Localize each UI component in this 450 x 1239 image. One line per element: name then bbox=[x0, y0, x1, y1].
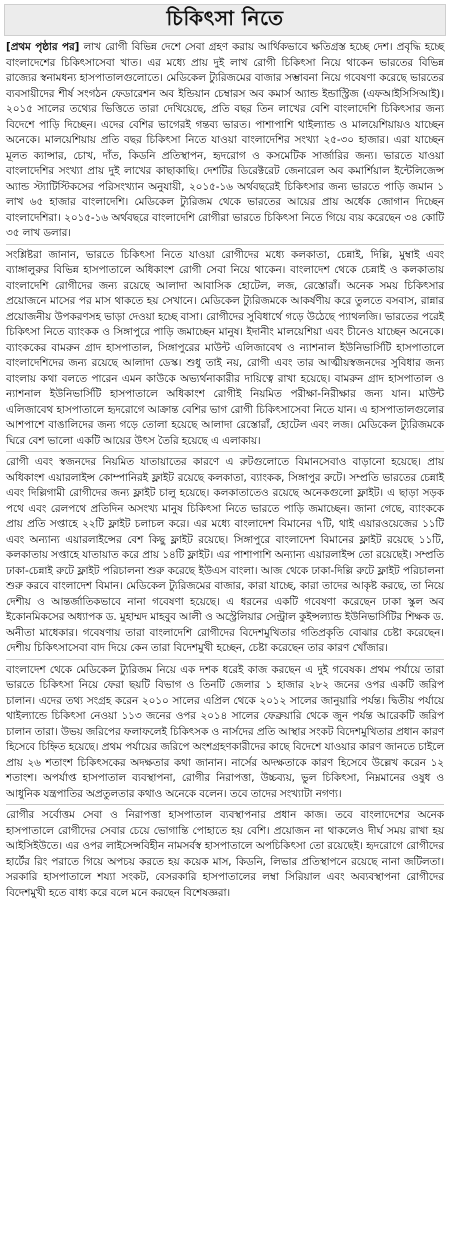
headline: চিকিৎসা নিতে bbox=[166, 5, 284, 30]
article-paragraph-2: সংশ্লিষ্টরা জানান, ভারতে চিকিৎসা নিতে যাওয়া রোগীদের মধ্যে কলকাতা, চেন্নাই, দিল্লি, মুম্বাই এবং ব্যাঙ্গালুরুর বিভিন্ন হাসপাতালে অধিকাংশ রোগী সেবা নিয়ে থাকেন। বাংলাদেশ থেকে চেন্নাই ও কলকাতায় বাংলাদেশি রোগীদের জন্য রয়েছে আলাদা আবাসিক হোটেল, লজ, রেস্তোরাঁ। অনেক সময় চিকিৎসার প্রয়োজনে মাসের পর মাস থাকতে হয় সেখানে। মেডিকেল ট্যুরিজমকে আকর্ষণীয় করে তুলতে বসবাস, রান্নার প্রয়োজনীয় উপকরণসহ ভাড়া দেওয়া হচ্ছে বাসা। রোগীদের সুবিধার্থে গড়ে উঠেছে প্যাথলজি। ভারতের পরেই চিকিৎসা নিতে ব্যাংকক ও সিঙ্গাপুরে পাড়ি জমাচ্ছেন মানুষ। ইদানীং মালয়েশিয়া এবং চীনেও যাচ্ছেন অনেকে। ব্যাংককের বামরুন গ্রাদ হাসপাতাল, সিঙ্গাপুরের মাউন্ট এলিজাবেথ ও ন্যাশনাল ইউনিভার্সিটি হাসপাতালে বাংলাদেশিদের জন্য রয়েছে আলাদা ডেস্ক। শুধু তাই নয়, রোগী এবং তার আত্মীয়স্বজনদের সুবিধার জন্য বাংলায় কথা বলতে পারেন এমন কাউকে অভ্যর্থনাকারীর দায়িত্বে রাখা হয়েছে। বামরুন গ্রাদ হাসপাতাল ও ন্যাশনাল ইউনিভার্সিটি হাসপাতালে অধিকাংশ রোগীই নিয়মিত পরীক্ষা-নিরীক্ষার জন্য যান। মাউন্ট এলিজাবেথ হাসপাতালে হৃদরোগে আক্রান্ত বেশির ভাগ রোগী চিকিৎসাসেবা নিতে যান। এ হাসপাতালগুলোর আশপাশে বাঙালিদের জন্য গড়ে তোলা হয়েছে আলাদা রেস্তোরাঁ, হোটেল এবং লজ। মেডিকেল ট্যুরিজমকে ঘিরে বেশ ভালো একটি আয়ের উৎস তৈরি হয়েছে এ এলাকায়। bbox=[6, 248, 444, 453]
article-paragraph-4: বাংলাদেশ থেকে মেডিকেল ট্যুরিজম নিয়ে এক দশক ধরেই কাজ করছেন এ দুই গবেষক। প্রথম পর্যায়ে তারা ভারতে চিকিৎসা নিয়ে ফেরা ছয়টি বিভাগ ও তিনটি জেলার ১ হাজার ২৮২ জনের ওপর একটি জরিপ চালান। এদের তথ্য সংগ্রহ করেন ২০১০ সালের এপ্রিল থেকে ২০১২ সালের জানুয়ারি পর্যন্ত। দ্বিতীয় পর্যায়ে থাইল্যান্ডে চিকিৎসা নেওয়া ১১৩ জনের ওপর ২০১৪ সালের ফেব্রুয়ারি থেকে জুন পর্যন্ত আরেকটি জরিপ চালান তারা। উভয় জরিপের ফলাফলেই চিকিৎসক ও নার্সদের প্রতি আস্থার সংকট বিদেশমুখিতার প্রধান কারণ হিসেবে চিহ্নিত হয়েছে। প্রথম পর্যায়ের জরিপে অংশগ্রহণকারীদের কাছে বিদেশে যাওয়ার কারণ জানতে চাইলে প্রায় ২৬ শতাংশ চিকিৎসকের অদক্ষতার কথা জানান। নার্সের অদক্ষতাকে কারণ হিসেবে উল্লেখ করেন ১২ শতাংশ। অপর্যাপ্ত হাসপাতাল ব্যবস্থাপনা, রোগীর নিরাপত্তা, উচ্চব্যয়, ভুল চিকিৎসা, নিম্নমানের ওষুধ ও আধুনিক যন্ত্রপাতির অপ্রতুলতার কথাও অনেকে বলেন। তবে তাদের সংখ্যাটা নগণ্য। bbox=[6, 663, 444, 806]
headline-banner bbox=[4, 4, 446, 36]
article-paragraph-1 bbox=[6, 40, 444, 245]
paragraph-1-text: লাখ রোগী বিভিন্ন দেশে সেবা গ্রহণ করায় আর্থিকভাবে ক্ষতিগ্রস্ত হচ্ছে দেশ। প্রবৃদ্ধি হচ্ছে বাংলাদেশের চিকিৎসাসেবা খাত। এর মধ্যে প্রায় দুই লাখ রোগী চিকিৎসা নিয়ে থাকেন ভারতের বিভিন্ন রাজ্যের স্বনামধন্য হাসপাতালগুলোতে। মেডিকেল ট্যুরিজমের বাজার সম্ভাবনা নিয়ে গবেষণা করেছে ভারতের ব্যবসায়ীদের শীর্ষ সংগঠন ফেডারেশন অব ইন্ডিয়ান চেম্বারস অব কমার্স অ্যান্ড ইন্ডাস্ট্রিজ (এফআইসিসিআই)। ২০১৫ সালের তথ্যের ভিত্তিতে তারা দেখিয়েছে, প্রতি বছর তিন লাখের বেশি বাংলাদেশি চিকিৎসার জন্য বিদেশে পাড়ি দিচ্ছেন। এদের বেশির ভাগেরই গন্তব্য ভারত। পাশাপাশি থাইল্যান্ড ও মালয়েশিয়ায়ও যাচ্ছেন অনেকে। মালয়েশিয়ায় প্রতি বছর চিকিৎসা নিতে যাওয়া বাংলাদেশির সংখ্যা ২৫-৩০ হাজার। এরা যাচ্ছেন মূলত ক্যান্সার, চোখ, দাঁত, কিডনি প্রতিস্থাপন, হৃদরোগ ও কসমেটিক সার্জারির জন্য। ভারতে যাওয়া বাংলাদেশির সংখ্যা প্রায় দুই লাখের কাছাকাছি। দেশটির ডিরেক্টরেট জেনারেল অব কমার্শিয়াল ইন্টেলিজেন্স অ্যান্ড স্ট্যাটিস্টিকসের পরিসংখ্যান অনুযায়ী, ২০১৫-১৬ অর্থবছরেই চিকিৎসার জন্য ভারতে পাড়ি জমান ১ লাখ ৬৫ হাজার বাংলাদেশি। মেডিকেল ট্যুরিজম থেকে ভারতের আয়ের প্রায় অর্ধেক জোগান দিচ্ছেন বাংলাদেশিরা। ২০১৫-১৬ অর্থবছরে বাংলাদেশি রোগীরা ভারতে চিকিৎসা নিতে গিয়ে ব্যয় করেছেন ৩৪ কোটি ৩৫ লাখ ডলার। bbox=[6, 41, 445, 239]
continued-from-front-page-tag: [প্রথম পৃষ্ঠার পর] bbox=[6, 41, 80, 53]
article-body bbox=[0, 36, 450, 903]
article-paragraph-3: রোগী এবং স্বজনদের নিয়মিত যাতায়াতের কারণে এ রুটগুলোতে বিমানসেবাও বাড়ানো হয়েছে। প্রায় অধিকাংশ এয়ারলাইন্স কোম্পানিরই ফ্লাইট রয়েছে কলকাতা, ব্যাংকক, সিঙ্গাপুর রুটে। সম্প্রতি ভারতের চেন্নাই এবং দিল্লিগামী রোগীদের জন্য ফ্লাইট চালু হয়েছে। কলকাতাতেও রয়েছে অনেকগুলো ফ্লাইট। এ ছাড়া সড়ক পথে এবং রেলপথে প্রতিদিন অসংখ্য মানুষ চিকিৎসা নিতে ভারতে পাড়ি জমাচ্ছেন। জানা গেছে, ব্যাংককে প্রায় প্রতি সপ্তাহে ২২টি ফ্লাইট চলাচল করে। এর মধ্যে বাংলাদেশ বিমানের ৭টি, থাই এয়ারওয়েজের ১১টি এবং অন্যান্য এয়ারলাইন্সের বেশ কিছু ফ্লাইট রয়েছে। সিঙ্গাপুরে বাংলাদেশ বিমানের ফ্লাইট রয়েছে ১১টি, কলকাতায় সপ্তাহে যাতায়াত করে প্রায় ১৪টি ফ্লাইট। এর পাশাপাশি অন্যান্য এয়ারলাইন্স তো রয়েছেই। সম্প্রতি ঢাকা-চেন্নাই রুটে ফ্লাইট পরিচালনা শুরু করেছে ইউএস বাংলা। আজ থেকে ঢাকা-দিল্লি রুটে ফ্লাইট পরিচালনা শুরু করবে বাংলাদেশ বিমান। মেডিকেল ট্যুরিজমের বাজার, কারা যাচ্ছে, কারা তাদের আকৃষ্ট করছে, তা নিয়ে দেশীয় ও আন্তর্জাতিকভাবে নানা গবেষণা হয়েছে। এ ধরনের একটি গবেষণা করেছেন ঢাকা স্কুল অব ইকোনমিকসের অধ্যাপক ড. মুহাম্মদ মাহবুব আলী ও অস্ট্রেলিয়ার সেন্ট্রাল কুইন্সল্যান্ড ইউনিভার্সিটির শিক্ষক ড. অনীতা মাধেকার। গবেষণায় তারা বাংলাদেশি রোগীদের বিদেশমুখিতার গতিপ্রকৃতি বোঝার চেষ্টা করেছেন। দেশীয় চিকিৎসাসেবা বাদ দিয়ে কেন তারা বিদেশমুখী হচ্ছেন, চেষ্টা করেছেন তার কারণ খোঁজার। bbox=[6, 455, 444, 660]
article-paragraph-5: রোগীর সর্বোত্তম সেবা ও নিরাপত্তা হাসপাতাল ব্যবস্থাপনার প্রধান কাজ। তবে বাংলাদেশের অনেক হাসপাতালে রোগীদের সেবার চেয়ে ভোগান্তি পোহাতে হয় বেশি। প্রয়োজন না থাকলেও দীর্ঘ সময় রাখা হয় আইসিইউতে। এর ওপর লাইসেন্সবিহীন নামসর্বস্ব হাসপাতালে অপচিকিৎসা তো রয়েছেই। হৃদরোগে রোগীদের হার্টের রিং পরাতে গিয়ে অপচয় করতে হয় কয়েক মাস, কিডনি, লিভার প্রতিস্থাপনে রয়েছে নানা জটিলতা। সরকারি হাসপাতালে শয্যা সংকট, বেসরকারি হাসপাতালের লম্বা সিরিয়াল এবং অব্যবস্থাপনা রোগীদের বিদেশমুখী হতে বাধ্য করে বলে মনে করছেন বিশেষজ্ঞরা। bbox=[6, 809, 444, 899]
